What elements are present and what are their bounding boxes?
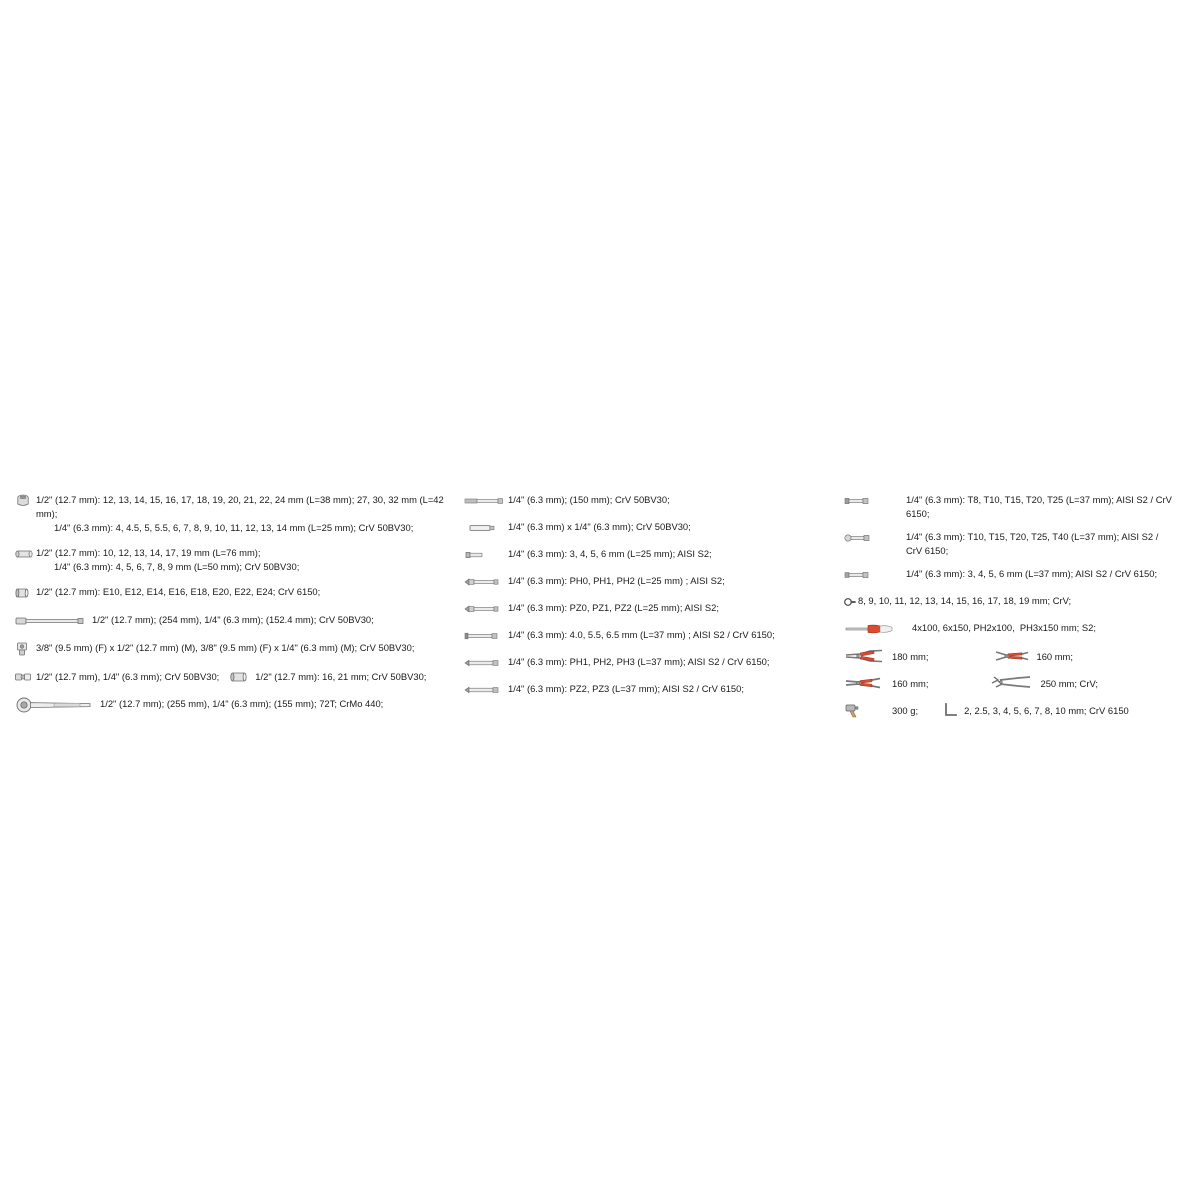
phillips-long-bit-icon bbox=[464, 654, 508, 672]
spark-plug-socket-icon bbox=[229, 668, 255, 686]
line: 1/4" (6.3 mm): 4, 5, 6, 7, 8, 9 mm (L=50 mm); CrV 50BV30; bbox=[54, 561, 300, 572]
line: 2, 2.5, 3, 4, 5, 6, 7, 8, 10 mm; CrV 6150 bbox=[964, 704, 1129, 716]
line: 160 mm; bbox=[892, 677, 929, 689]
line: 1/2" (12.7 mm): 12, 13, 14, 15, 16, 17, 18, 19, 20, 21, 22, 24 mm (L=38 mm); 27, 30, 32 mm (L=42 mm); bbox=[36, 494, 447, 519]
line: 1/4" (6.3 mm): PH1, PH2, PH3 (L=37 mm); AISI S2 / CrV 6150; bbox=[508, 656, 770, 667]
list-item-text bbox=[100, 696, 383, 711]
e-torx-socket-icon bbox=[14, 584, 36, 602]
line: 1/4" (6.3 mm); (150 mm); CrV 50BV30; bbox=[508, 494, 670, 505]
list-item bbox=[14, 640, 464, 658]
list-item bbox=[844, 701, 1174, 719]
line: 1/4" (6.3 mm): 3, 4, 5, 6 mm (L=37 mm); AISI S2 / CrV 6150; bbox=[906, 568, 1158, 579]
line: 1/2" (12.7 mm): E10, E12, E14, E16, E18, E20, E22, E24; CrV 6150; bbox=[36, 585, 321, 597]
line: 1/4" (6.3 mm) x 1/4" (6.3 mm); CrV 50BV30; bbox=[508, 521, 691, 532]
hex-long-bit-icon bbox=[844, 566, 906, 584]
list-item bbox=[844, 647, 1174, 665]
list-item bbox=[464, 654, 844, 672]
list-item bbox=[464, 546, 844, 564]
hex-socket-icon bbox=[14, 492, 36, 510]
list-item bbox=[464, 573, 844, 591]
screwdriver-icon bbox=[844, 620, 912, 638]
ratchet-handle-icon bbox=[14, 696, 100, 714]
pozidriv-long-bit-icon bbox=[464, 681, 508, 699]
deep-socket-icon bbox=[14, 545, 36, 563]
list-item bbox=[844, 566, 1174, 584]
line: 1/2" (12.7 mm): 10, 12, 13, 14, 17, 19 mm (L=76 mm); bbox=[36, 546, 261, 558]
list-item bbox=[844, 492, 1174, 520]
line: 250 mm; CrV; bbox=[1040, 677, 1098, 689]
line: 180 mm; bbox=[892, 650, 929, 662]
line: 1/2" (12.7 mm); (254 mm), 1/4" (6.3 mm); (152.4 mm); CrV 50BV30; bbox=[92, 613, 374, 625]
line: 1/4" (6.3 mm): 4.0, 5.5, 6.5 mm (L=37 mm) ; AISI S2 / CrV 6150; bbox=[508, 629, 775, 640]
list-item bbox=[14, 492, 464, 535]
hammer-icon bbox=[844, 701, 892, 719]
line: 3/8" (9.5 mm) (F) x 1/2" (12.7 mm) (M), 3/8" (9.5 mm) (F) x 1/4" (6.3 mm) (M); CrV 50BV30; bbox=[36, 641, 415, 653]
torx-socket-bit-icon bbox=[844, 529, 906, 547]
line: 1/4" (6.3 mm): 3, 4, 5, 6 mm (L=25 mm); AISI S2; bbox=[508, 548, 712, 559]
list-item-text bbox=[36, 584, 320, 599]
list-item-text bbox=[92, 612, 374, 627]
adapter-icon bbox=[14, 640, 36, 658]
line: 1/4" (6.3 mm): PZ2, PZ3 (L=37 mm); AISI S2 / CrV 6150; bbox=[508, 683, 744, 694]
line: 1/4" (6.3 mm): PH0, PH1, PH2 (L=25 mm) ; AISI S2; bbox=[508, 575, 725, 586]
hex-bit-icon bbox=[464, 546, 508, 564]
line: 1/4" (6.3 mm): T10, T15, T20, T25, T40 (L=37 mm); AISI S2 / CrV 6150; bbox=[906, 531, 1161, 556]
line: 300 g; bbox=[892, 704, 919, 716]
list-item-text bbox=[36, 640, 414, 655]
list-item bbox=[14, 584, 464, 602]
torx-bit-icon bbox=[844, 492, 906, 510]
line: 160 mm; bbox=[1036, 650, 1073, 662]
flexible-extension-icon bbox=[464, 492, 508, 510]
water-pump-pliers-icon bbox=[988, 674, 1040, 692]
line: 1/4" (6.3 mm): 4, 4.5, 5, 5.5, 6, 7, 8, 9, 10, 11, 12, 13, 14 mm (L=25 mm); CrV 50BV30; bbox=[54, 522, 414, 533]
combination-wrench-icon bbox=[844, 593, 858, 611]
list-item bbox=[464, 681, 844, 699]
phillips-bit-icon bbox=[464, 573, 508, 591]
list-item bbox=[14, 668, 464, 686]
spec-columns bbox=[14, 492, 1174, 723]
list-item bbox=[464, 519, 844, 537]
list-item bbox=[464, 627, 844, 645]
list-item-text bbox=[36, 492, 464, 535]
column-middle bbox=[464, 492, 844, 703]
list-item bbox=[844, 674, 1174, 692]
list-item bbox=[464, 600, 844, 618]
list-item bbox=[14, 696, 464, 714]
slotted-bit-icon bbox=[464, 627, 508, 645]
long-nose-pliers-icon bbox=[844, 647, 892, 665]
list-item bbox=[844, 593, 1174, 611]
list-item bbox=[14, 545, 464, 574]
list-item bbox=[844, 529, 1174, 557]
column-right bbox=[844, 492, 1174, 723]
socket-adapter-icon bbox=[464, 519, 508, 537]
line: 1/2" (12.7 mm); (255 mm), 1/4" (6.3 mm); (155 mm); 72T; CrMo 440; bbox=[100, 697, 384, 709]
list-item-text bbox=[36, 545, 299, 574]
hex-key-icon bbox=[942, 701, 964, 719]
line: 1/2" (12.7 mm): 16, 21 mm; CrV 50BV30; bbox=[255, 671, 427, 683]
line: 1/4" (6.3 mm): PZ0, PZ1, PZ2 (L=25 mm); AISI S2; bbox=[508, 602, 719, 613]
extension-bar-icon bbox=[14, 612, 92, 630]
list-item bbox=[844, 620, 1174, 638]
line: 8, 9, 10, 11, 12, 13, 14, 15, 16, 17, 18, 19 mm; CrV; bbox=[858, 595, 1072, 606]
list-item bbox=[14, 612, 464, 630]
column-left bbox=[14, 492, 464, 718]
combination-pliers-icon bbox=[844, 674, 892, 692]
pozidriv-bit-icon bbox=[464, 600, 508, 618]
list-item bbox=[464, 492, 844, 510]
diagonal-cutters-icon bbox=[992, 647, 1036, 665]
line: 1/4" (6.3 mm): T8, T10, T15, T20, T25 (L=37 mm); AISI S2 / CrV 6150; bbox=[906, 494, 1175, 519]
line: 1/2" (12.7 mm), 1/4" (6.3 mm); CrV 50BV30; bbox=[36, 671, 220, 683]
line: 4x100, 6x150, PH2x100, PH3x150 mm; S2; bbox=[912, 622, 1096, 633]
universal-joint-icon bbox=[14, 668, 36, 686]
